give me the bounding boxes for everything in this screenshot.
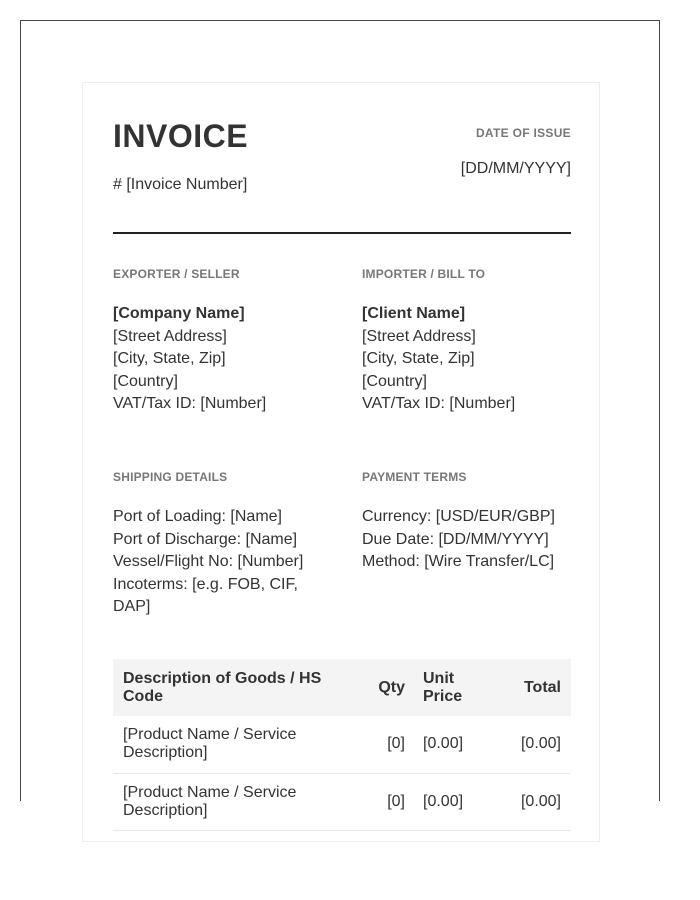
- buyer-city: [City, State, Zip]: [362, 350, 475, 367]
- buyer-address: [362, 303, 572, 416]
- goods-table: [113, 659, 571, 831]
- payment-currency: Currency: [USD/EUR/GBP]: [362, 508, 555, 525]
- seller-label: EXPORTER / SELLER: [113, 267, 240, 281]
- buyer-country: [Country]: [362, 372, 427, 390]
- row-qty: [0]: [363, 773, 413, 830]
- header-divider: [113, 232, 571, 234]
- payment-block: [362, 470, 572, 574]
- row-description: [Product Name / Service Description]: [113, 773, 363, 830]
- incoterms: Incoterms: [e.g. FOB, CIF, DAP]: [113, 575, 298, 615]
- buyer-label: IMPORTER / BILL TO: [362, 267, 486, 281]
- header-unit-price: Unit Price: [413, 659, 491, 716]
- port-of-loading: Port of Loading: [Name]: [113, 508, 282, 525]
- date-of-issue-value: [DD/MM/YYYY]: [460, 160, 571, 177]
- table-row: [113, 716, 571, 773]
- shipping-label: SHIPPING DETAILS: [113, 470, 228, 484]
- shipping-block: [113, 470, 318, 619]
- buyer-name: [Client Name]: [362, 305, 466, 322]
- seller-vat: VAT/Tax ID: [Number]: [113, 395, 267, 412]
- table-header-row: [113, 659, 571, 716]
- buyer-vat: VAT/Tax ID: [Number]: [362, 395, 516, 412]
- header-qty: Qty: [363, 659, 413, 716]
- payment-details: [362, 506, 572, 574]
- payment-method: Method: [Wire Transfer/LC]: [362, 553, 555, 570]
- port-of-discharge: Port of Discharge: [Name]: [113, 530, 298, 548]
- header-total: Total: [491, 659, 571, 716]
- seller-city: [City, State, Zip]: [113, 350, 226, 367]
- row-description: [Product Name / Service Description]: [113, 716, 363, 773]
- invoice-title: INVOICE: [113, 118, 249, 154]
- seller-address: [113, 303, 323, 416]
- table-row: [113, 773, 571, 830]
- shipping-details: [113, 506, 318, 619]
- row-qty: [0]: [363, 716, 413, 773]
- row-total: [0.00]: [491, 773, 571, 830]
- payment-label: PAYMENT TERMS: [362, 470, 467, 484]
- payment-due-date: Due Date: [DD/MM/YYYY]: [362, 530, 549, 548]
- date-of-issue-label: DATE OF ISSUE: [475, 126, 571, 140]
- header-description: Description of Goods / HS Code: [113, 659, 363, 716]
- invoice-number: # [Invoice Number]: [113, 176, 248, 193]
- row-unit-price: [0.00]: [413, 773, 491, 830]
- document-viewport: [20, 20, 660, 819]
- buyer-block: [362, 267, 572, 416]
- seller-block: [113, 267, 323, 416]
- buyer-street: [Street Address]: [362, 327, 476, 345]
- row-total: [0.00]: [491, 716, 571, 773]
- seller-country: [Country]: [113, 372, 178, 390]
- seller-name: [Company Name]: [113, 305, 245, 322]
- row-unit-price: [0.00]: [413, 716, 491, 773]
- invoice-sheet: [82, 82, 600, 842]
- seller-street: [Street Address]: [113, 327, 227, 345]
- vessel-flight-number: Vessel/Flight No: [Number]: [113, 553, 304, 570]
